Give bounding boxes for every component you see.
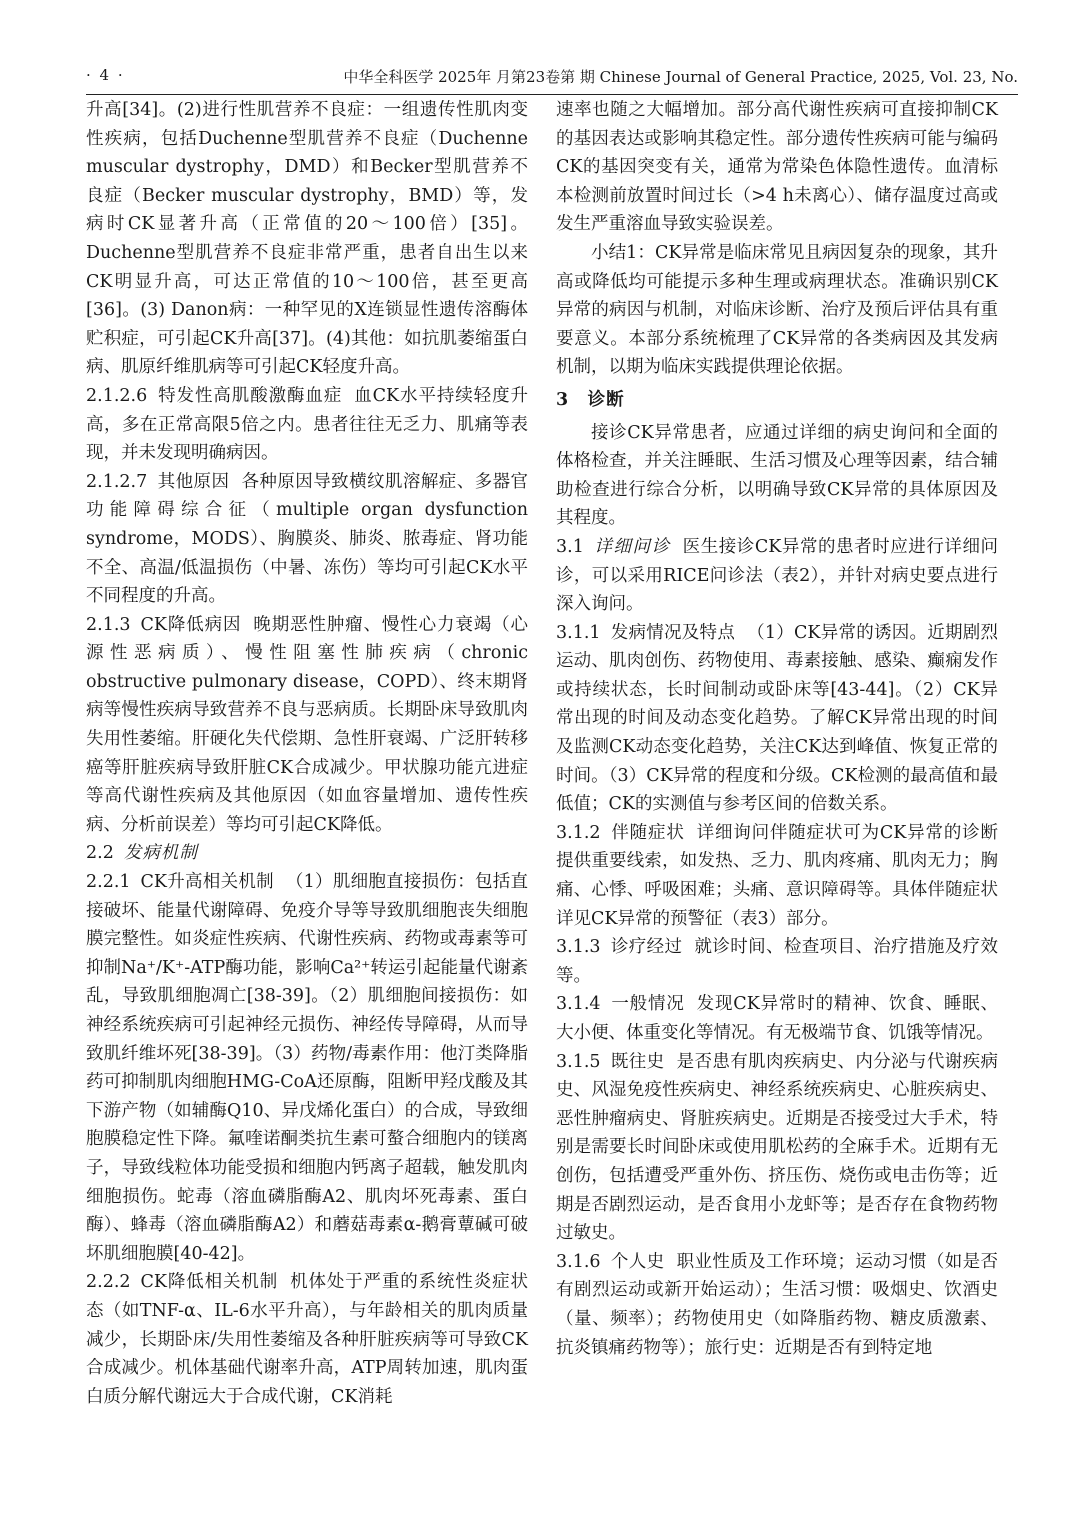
section-3-1-3 [556, 933, 998, 990]
section-title: 发病情况及特点 [610, 622, 736, 643]
section-number: 3.1.6 [556, 1251, 601, 1272]
section-text: 医生接诊CK异常的患者时应进行详细问诊，可以采用RICE问诊法（表2），并针对病史要点进行深入询问。 [556, 536, 999, 615]
left-column [86, 96, 528, 1411]
section-2-2-1 [86, 868, 528, 1268]
section-number: 3.1 [556, 536, 584, 557]
section-2-2 [86, 839, 528, 868]
section-title: 既往史 [610, 1051, 665, 1072]
section-title: CK降低病因 [140, 614, 242, 635]
section-number: 3.1.3 [556, 937, 601, 958]
section-text: 血CK水平持续轻度升高，多在正常高限5倍之内。患者往往无乏力、肌痛等表现，并未发现明确病因。 [86, 385, 528, 464]
running-header [86, 58, 1018, 95]
section-number: 3.1.1 [556, 622, 601, 643]
section-number: 2.1.3 [86, 614, 131, 635]
section-number: 2.1.2.6 [86, 385, 148, 406]
section-text: 职业性质及工作环境；运动习惯（如是否有剧烈运动或新开始运动）；生活习惯：吸烟史、饮酒史（量、频率）；药物使用史（如降脂药物、糖皮质激素、抗炎镇痛药物等）；旅行史：近期是否有到特定地 [556, 1251, 999, 1358]
section-title: CK降低相关机制 [140, 1272, 279, 1293]
section-title: 个人史 [610, 1251, 665, 1272]
section-text: 机体处于严重的系统性炎症状态（如TNF-α、IL-6水平升高），与年龄相关的肌肉质量减少，长期卧床/失用性萎缩及各种肝脏疾病等可导致CK合成减少。机体基础代谢率升高，ATP周转加速，肌肉蛋白质分解代谢远大于合成代谢，CK消耗 [86, 1272, 528, 1407]
section-title: 伴随症状 [610, 822, 685, 843]
paragraph-continued: 速率也随之大幅增加。部分高代谢性疾病可直接抑制CK的基因表达或影响其稳定性。部分遗传性疾病可能与编码CK的基因突变有关，通常为常染色体隐性遗传。血清标本检测前放置时间过长（>4 h未离心）、储存温度过高或发生严重溶血导致实验误差。 [556, 100, 998, 235]
section-text: 各种原因导致横纹肌溶解症、多器官功能障碍综合征（multiple organ dysfunction syndrome，MODS）、胸膜炎、肺炎、脓毒症、肾功能不全、高温/低温损伤（中暑、冻伤）等均可引起CK水平不同程度的升高。 [86, 471, 529, 607]
section-3-1-4 [556, 990, 998, 1047]
section-2-2-2 [86, 1268, 528, 1411]
page-number: · 4 · [86, 66, 125, 84]
section-3-1-5 [556, 1048, 998, 1248]
journal-citation: 中华全科医学 2025年 月第23卷第 期 Chinese Journal of General Practice, 2025, Vol. 23, No. [343, 68, 1018, 86]
section-text: （1）CK异常的诱因。近期剧烈运动、肌肉创伤、药物使用、毒素接触、感染、癫痫发作或持续状态，长时间制动或卧床等[43-44]。（2）CK异常出现的时间及动态变化趋势。了解CK异常出现的时间及监测CK动态变化趋势，关注CK达到峰值、恢复正常的时间。（3）CK异常的程度和分级。CK检测的最高值和最低值；CK的实测值与参考区间的倍数关系。 [556, 622, 998, 815]
section-3-1-1 [556, 619, 998, 819]
section-title: 诊疗经过 [610, 937, 683, 958]
paragraph-summary-1: 小结1：CK异常是临床常见且病因复杂的现象，其升高或降低均可能提示多种生理或病理状态。准确识别CK异常的病因与机制，对临床诊断、治疗及预后评估具有重要意义。本部分系统梳理了CK异常的各类病因及其发病机制，以期为临床实践提供理论依据。 [556, 242, 998, 378]
paragraph-diagnosis-intro: 接诊CK异常患者，应通过详细的病史询问和全面的体格检查，并关注睡眠、生活习惯及心理等因素，结合辅助检查进行综合分析，以明确导致CK异常的具体原因及其程度。 [556, 422, 998, 529]
section-text: 发现CK异常时的精神、饮食、睡眠、大小便、体重变化等情况。有无极端节食、饥饿等情况。 [556, 994, 998, 1043]
section-number: 2.2 [86, 843, 114, 864]
section-number: 3.1.2 [556, 822, 601, 843]
section-title: 特发性高肌酸激酶血症 [157, 385, 343, 406]
section-text: 就诊时间、检查项目、治疗措施及疗效等。 [556, 937, 999, 986]
section-title: 其他原因 [157, 471, 230, 492]
section-text: 晚期恶性肿瘤、慢性心力衰竭（心源性恶病质）、慢性阻塞性肺疾病（chronic obstructive pulmonary disease，COPD）、终末期肾病等慢性疾病导致营养不良与恶病质。长期卧床导致肌肉失用性萎缩。肝硬化失代偿期、急性肝衰竭、广泛肝转移癌等肝脏疾病导致肝脏CK合成减少。甲状腺功能亢进症等高代谢性疾病及其他原因（如血容量增加、遗传性疾病、分析前误差）等均可引起CK降低。 [86, 614, 529, 835]
section-3-heading: 3 诊断 [556, 389, 625, 410]
section-2-1-2-6 [86, 382, 528, 468]
section-title: 详细问诊 [593, 536, 671, 557]
section-title: 发病机制 [123, 843, 198, 864]
section-number: 3.1.4 [556, 994, 601, 1015]
section-text: 是否患有肌肉疾病史、内分泌与代谢疾病史、风湿免疫性疾病史、神经系统疾病史、心脏疾病史、恶性肿瘤病史、肾脏疾病史。近期是否接受过大手术，特别是需要长时间卧床或使用肌松药的全麻手术。近期有无创伤，包括遭受严重外伤、挤压伤、烧伤或电击伤等；近期是否剧烈运动，是否食用小龙虾等；是否存在食物药物过敏史。 [556, 1051, 999, 1244]
section-number: 2.2.1 [86, 872, 131, 893]
section-3-1 [556, 533, 998, 619]
section-number: 2.2.2 [86, 1272, 131, 1293]
section-2-1-2-7 [86, 468, 528, 611]
right-column [556, 96, 998, 1362]
section-3-1-2 [556, 819, 998, 933]
section-text: 详细询问伴随症状可为CK异常的诊断提供重要线索，如发热、乏力、肌肉疼痛、肌肉无力；胸痛、心悸、呼吸困难；头痛、意识障碍等。具体伴随症状详见CK异常的预警征（表3）部分。 [556, 822, 998, 929]
section-2-1-3 [86, 611, 528, 840]
section-number: 2.1.2.7 [86, 471, 148, 492]
section-text: （1）肌细胞直接损伤：包括直接破坏、能量代谢障碍、免疫介导等导致肌细胞丧失细胞膜完整性。如炎症性疾病、代谢性疾病、药物或毒素等可抑制Na⁺/K⁺-ATP酶功能，影响Ca²⁺转运引起能量代谢紊乱，导致肌细胞凋亡[38-39]。（2）肌细胞间接损伤：如神经系统疾病可引起神经元损伤、神经传导障碍，从而导致肌纤维坏死[38-39]。（3）药物/毒素作用：他汀类降脂药可抑制肌肉细胞HMG-CoA还原酶，阻断甲羟戊酸及其下游产物（如辅酶Q10、异戊烯化蛋白）的合成，导致细胞膜稳定性下降。氟喹诺酮类抗生素可螯合细胞内的镁离子，导致线粒体功能受损和细胞内钙离子超载，触发肌肉细胞损伤。蛇毒（溶血磷脂酶A2、肌肉坏死毒素、蛋白酶）、蜂毒（溶血磷脂酶A2）和蘑菇毒素α-鹅膏蕈碱可破坏肌细胞膜[40-42]。 [86, 872, 528, 1264]
section-3-1-6 [556, 1248, 998, 1362]
section-number: 3.1.5 [556, 1051, 601, 1072]
section-title: 一般情况 [610, 994, 685, 1015]
section-title: CK升高相关机制 [140, 872, 274, 893]
paragraph-muscular-dystrophy: 升高[34]。(2)进行性肌营养不良症：一组遗传性肌肉变性疾病，包括Duchenne型肌营养不良症（Duchenne muscular dystrophy，DMD）和Becker型肌营养不良症（Becker muscular dystrophy，BMD）等，发病时CK显著升高（正常值的20～100倍）[35]。Duchenne型肌营养不良症非常严重，患者自出生以来CK明显升高，可达正常值的10～100倍，甚至更高[36]。(3) Danon病：一种罕见的X连锁显性遗传溶酶体贮积症，可引起CK升高[37]。(4)其他：如抗肌萎缩蛋白病、肌原纤维肌病等可引起CK轻度升高。 [86, 100, 528, 378]
